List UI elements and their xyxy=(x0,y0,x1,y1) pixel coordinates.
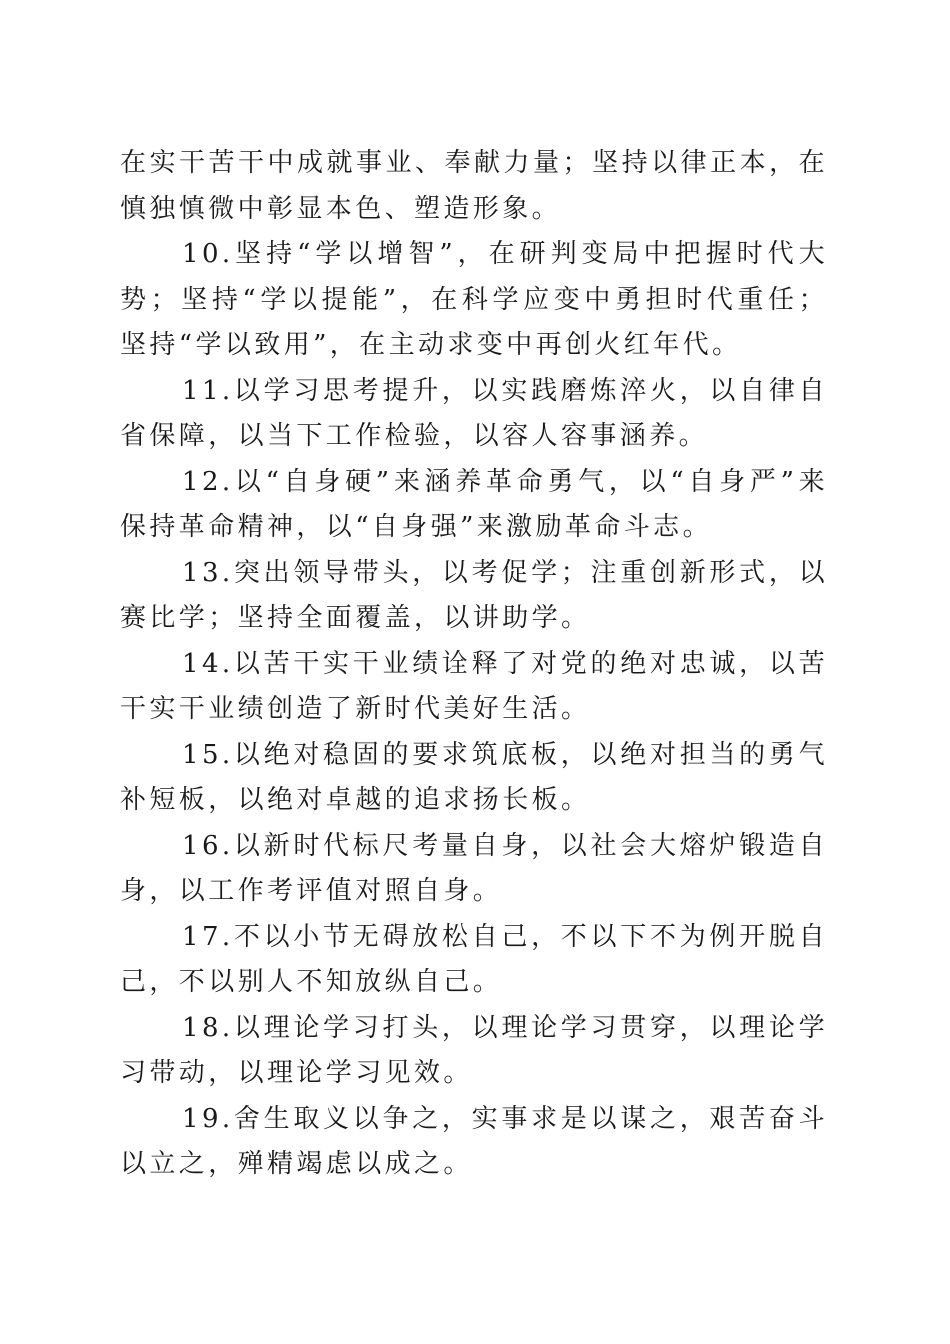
paragraph-item-10: 10.坚持“学以增智”，在研判变局中把握时代大势；坚持“学以提能”，在科学应变中勇担时代重任；坚持“学以致用”，在主动求变中再创火红年代。 xyxy=(120,239,828,360)
paragraph-item-19: 19.舍生取义以争之，实事求是以谋之，艰苦奋斗以立之，殚精竭虑以成之。 xyxy=(120,1103,828,1179)
paragraph-item-13: 13.突出领导带头，以考促学；注重创新形式，以赛比学；坚持全面覆盖，以讲助学。 xyxy=(120,557,828,633)
document-body xyxy=(120,141,828,1188)
paragraph-item-14: 14.以苦干实干业绩诠释了对党的绝对忠诚，以苦干实干业绩创造了新时代美好生活。 xyxy=(120,648,828,724)
paragraph-item-17: 17.不以小节无碍放松自己，不以下不为例开脱自己，不以别人不知放纵自己。 xyxy=(120,921,828,997)
paragraph-item-11: 11.以学习思考提升，以实践磨炼淬火，以自律自省保障，以当下工作检验，以容人容事涵养。 xyxy=(120,375,828,451)
paragraph-item-16: 16.以新时代标尺考量自身，以社会大熔炉锻造自身，以工作考评值对照自身。 xyxy=(120,830,828,906)
paragraph-item-12: 12.以“自身硬”来涵养革命勇气，以“自身严”来保持革命精神，以“自身强”来激励革命斗志。 xyxy=(120,466,828,542)
paragraph-continuation: 在实干苦干中成就事业、奉献力量；坚持以律正本，在慎独慎微中彰显本色、塑造形象。 xyxy=(120,148,828,224)
paragraph-item-15: 15.以绝对稳固的要求筑底板，以绝对担当的勇气补短板，以绝对卓越的追求扬长板。 xyxy=(120,739,828,815)
paragraph-item-18: 18.以理论学习打头，以理论学习贯穿，以理论学习带动，以理论学习见效。 xyxy=(120,1012,828,1088)
